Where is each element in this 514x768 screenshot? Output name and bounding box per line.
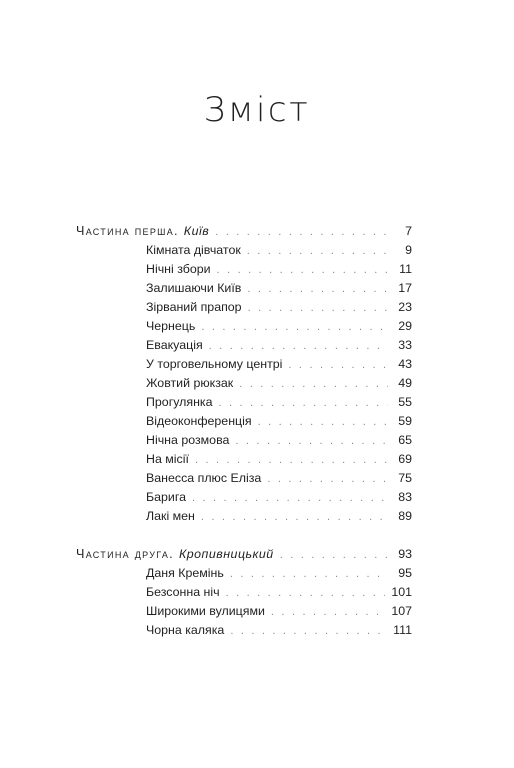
chapter-title: Зірваний прапор <box>146 300 242 314</box>
dot-leader <box>239 375 388 394</box>
dot-leader <box>267 470 388 489</box>
page-number: 95 <box>398 566 412 580</box>
dot-leader <box>209 337 388 356</box>
chapter-entry <box>76 374 412 393</box>
chapter-title: Чернець <box>146 319 196 333</box>
chapter-entry <box>76 412 412 431</box>
page-number: 101 <box>391 585 412 599</box>
page-number: 111 <box>393 623 412 637</box>
dot-leader <box>280 546 388 565</box>
chapter-entry <box>76 431 412 450</box>
page-number: 33 <box>398 338 412 352</box>
chapter-entry <box>76 260 412 279</box>
chapter-title: У торговельному центрі <box>146 357 283 371</box>
chapter-entry <box>76 336 412 355</box>
chapter-entry <box>76 450 412 469</box>
chapter-title: На місії <box>146 452 189 466</box>
page-number: 23 <box>398 300 412 314</box>
page-number: 65 <box>398 433 412 447</box>
chapter-entry <box>76 279 412 298</box>
part-title <box>76 545 274 564</box>
chapter-title: Жовтий рюкзак <box>146 376 234 390</box>
dot-leader <box>247 242 388 261</box>
page-number: 59 <box>398 414 412 428</box>
dot-leader <box>288 356 388 375</box>
chapter-entry <box>76 564 412 583</box>
chapter-entry <box>76 355 412 374</box>
dot-leader <box>217 261 388 280</box>
page-number: 17 <box>398 281 412 295</box>
page-number: 7 <box>405 224 412 238</box>
dot-leader <box>230 565 388 584</box>
chapter-title: Кімната дівчаток <box>146 243 241 257</box>
part-city: Київ <box>183 224 210 238</box>
dot-leader <box>201 318 388 337</box>
chapter-title: Відеоконференція <box>146 414 252 428</box>
part-label: Частина перша. <box>76 224 179 238</box>
part-1 <box>76 222 412 526</box>
dot-leader <box>248 299 388 318</box>
dot-leader <box>201 508 388 527</box>
chapter-title: Барига <box>146 490 186 504</box>
page-number: 55 <box>398 395 412 409</box>
chapter-entry <box>76 602 412 621</box>
dot-leader <box>226 584 386 603</box>
dot-leader <box>192 489 388 508</box>
chapter-entry <box>76 317 412 336</box>
part-2 <box>76 545 412 640</box>
page-number: 43 <box>398 357 412 371</box>
dot-leader <box>219 394 389 413</box>
dot-leader <box>195 451 388 470</box>
chapter-title: Нічні збори <box>146 262 211 276</box>
chapter-title: Евакуація <box>146 338 203 352</box>
chapter-title: Даня Кремінь <box>146 566 224 580</box>
dot-leader <box>230 622 387 641</box>
page-title: Зміст <box>203 90 311 130</box>
page-number: 69 <box>398 452 412 466</box>
chapter-title: Залишаючи Київ <box>146 281 242 295</box>
page-number: 49 <box>398 376 412 390</box>
chapter-title: Чорна каляка <box>146 623 225 637</box>
chapter-title: Прогулянка <box>146 395 213 409</box>
dot-leader <box>247 280 388 299</box>
page-number: 29 <box>398 319 412 333</box>
page-number: 93 <box>398 547 412 561</box>
chapter-title: Безсонна ніч <box>146 585 220 599</box>
page-number: 89 <box>398 509 412 523</box>
page-number: 83 <box>398 490 412 504</box>
page-number: 11 <box>399 262 412 276</box>
chapter-entry <box>76 241 412 260</box>
chapter-entry <box>76 621 412 640</box>
chapter-title: Широкими вулицями <box>146 604 265 618</box>
chapter-entry <box>76 583 412 602</box>
part-city: Кропивницький <box>178 547 274 561</box>
dot-leader <box>235 432 388 451</box>
chapter-title: Нічна розмова <box>146 433 230 447</box>
part-label: Частина друга. <box>76 547 174 561</box>
chapter-entry <box>76 488 412 507</box>
part-title <box>76 222 209 241</box>
chapter-title: Ванесса плюс Еліза <box>146 471 262 485</box>
page-number: 75 <box>398 471 412 485</box>
part-heading <box>76 222 412 241</box>
dot-leader <box>271 603 385 622</box>
chapter-title: Лакі мен <box>146 509 195 523</box>
page-number: 9 <box>405 243 412 257</box>
dot-leader <box>215 223 388 242</box>
page-number: 107 <box>391 604 412 618</box>
table-of-contents <box>76 222 412 659</box>
dot-leader <box>258 413 388 432</box>
chapter-entry <box>76 298 412 317</box>
part-heading <box>76 545 412 564</box>
chapter-entry <box>76 393 412 412</box>
chapter-entry <box>76 507 412 526</box>
chapter-entry <box>76 469 412 488</box>
